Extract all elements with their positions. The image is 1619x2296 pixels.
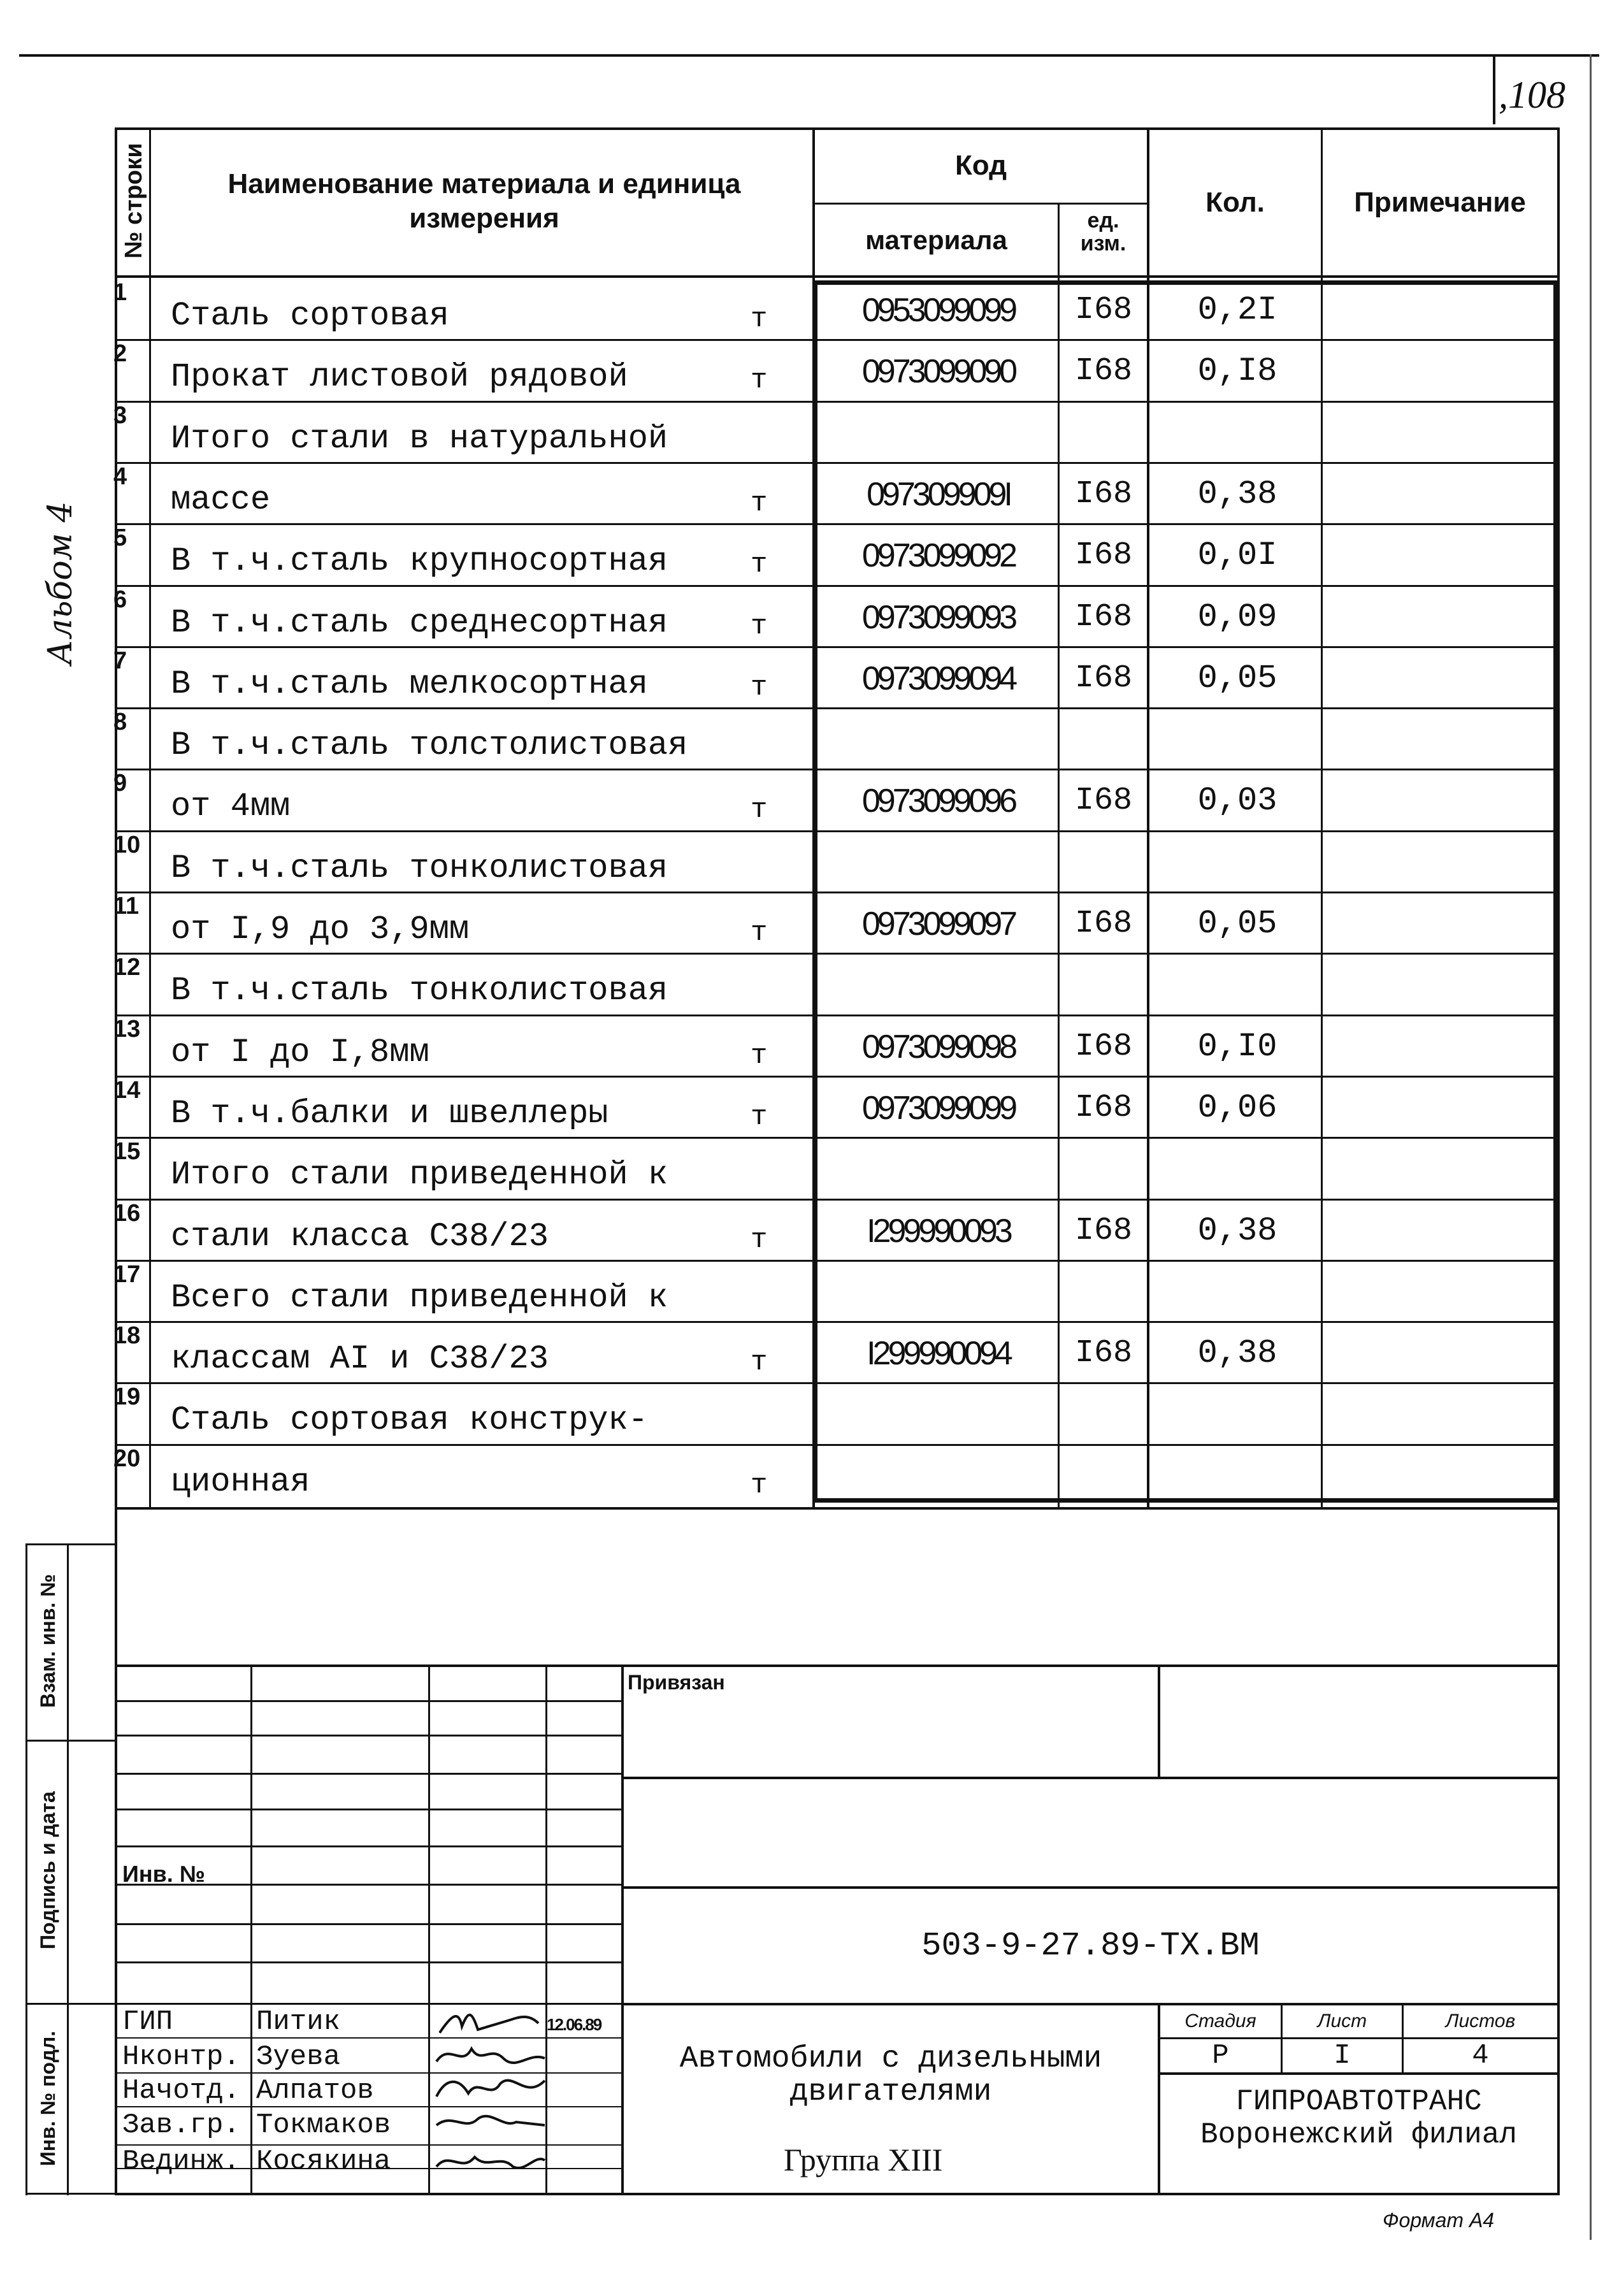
material-name-header-text: Наименование материала и единица измерения	[227, 168, 741, 234]
row-number: 12	[113, 954, 141, 981]
staff-role: Зав.гр.	[122, 2109, 240, 2141]
unit-of-measure: т	[751, 1101, 768, 1133]
row-number: 19	[113, 1383, 141, 1410]
material-code	[819, 832, 1058, 893]
material-code	[819, 1138, 1058, 1200]
material-name: Всего стали приведенной к	[171, 1279, 668, 1317]
material-code: 0973099099	[861, 1089, 1015, 1127]
row-number: 6	[113, 586, 127, 613]
material-name: массе	[171, 481, 271, 519]
unit-of-measure: т	[751, 303, 768, 335]
material-name: В т.ч.сталь мелкосортная	[171, 665, 648, 703]
material-code: 0973099090	[861, 352, 1015, 390]
material-name: ционная	[171, 1463, 310, 1501]
quantity: 0,2I	[1197, 291, 1277, 329]
material-name: от 4мм	[171, 788, 291, 825]
table-row	[0, 1077, 1619, 1139]
material-code	[819, 954, 1058, 1016]
row-number: 1	[113, 279, 127, 306]
unit-of-measure: т	[751, 672, 768, 704]
stage-label: Стадия	[1184, 2011, 1256, 2032]
row-number: 18	[113, 1322, 141, 1349]
material-code	[819, 1383, 1058, 1445]
table-row	[0, 340, 1619, 402]
signature-nkontr	[433, 2039, 548, 2074]
table-row	[0, 1445, 1619, 1507]
organization-line2: Воронежский филиал	[1200, 2118, 1517, 2151]
group-label: Группа XIII	[784, 2142, 943, 2177]
material-code: 097309909I	[867, 475, 1010, 513]
row-number: 7	[113, 647, 127, 674]
material-name: Сталь сортовая	[171, 297, 449, 335]
quantity: 0,03	[1197, 782, 1277, 819]
unit-code	[1059, 1261, 1148, 1323]
organization-line1: ГИПРОАВТОТРАНС	[1235, 2085, 1482, 2118]
material-name: В т.ч.балки и швеллеры	[171, 1095, 608, 1132]
sheet-label: Лист	[1317, 2011, 1367, 2032]
drawing-title-line1: Автомобили с дизельными	[679, 2042, 1102, 2076]
quantity: 0,38	[1197, 1334, 1277, 1372]
signature-vedinzh	[433, 2148, 548, 2176]
page-number-divider	[1493, 54, 1495, 124]
material-code	[819, 1261, 1058, 1323]
unit-code	[1059, 1383, 1148, 1445]
table-row	[0, 954, 1619, 1016]
unit-code: I68	[1074, 1090, 1132, 1126]
unit-of-measure: т	[751, 610, 768, 642]
quantity: 0,05	[1197, 905, 1277, 942]
unit-of-measure: т	[751, 365, 768, 396]
page-number: ,108	[1499, 74, 1565, 116]
attached-label: Привязан	[628, 1671, 725, 1694]
material-name: В т.ч.сталь толстолистовая	[171, 726, 688, 764]
material-code: 0973099096	[861, 782, 1015, 819]
unit-code: I68	[1074, 476, 1132, 512]
quantity: 0,I8	[1197, 352, 1277, 390]
replace-inventory-label: Взам. инв. №	[36, 1574, 59, 1708]
table-row	[0, 1200, 1619, 1262]
unit-code	[1059, 1445, 1148, 1507]
unit-of-measure: т	[751, 1224, 768, 1256]
organization	[1160, 2085, 1557, 2151]
quantity: 0,09	[1197, 598, 1277, 636]
unit-code: I68	[1074, 599, 1132, 635]
quantity	[1151, 1383, 1323, 1445]
material-name: Итого стали приведенной к	[171, 1156, 668, 1194]
staff-name: Алпатов	[256, 2075, 374, 2107]
staff-role: Вединж.	[122, 2146, 240, 2177]
format-label: Формат А4	[1383, 2209, 1495, 2232]
table-row	[0, 1383, 1619, 1445]
quantity: 0,06	[1197, 1089, 1277, 1127]
row-number: 20	[113, 1445, 141, 1472]
material-code: I299990094	[867, 1334, 1010, 1372]
unit-code	[1059, 402, 1148, 464]
quantity	[1151, 1138, 1323, 1200]
unit-of-measure: т	[751, 917, 768, 949]
material-code: 0973099098	[861, 1028, 1015, 1065]
row-number: 3	[113, 402, 127, 429]
material-code	[819, 709, 1058, 770]
drawing-title	[624, 2042, 1158, 2109]
quantity	[1151, 832, 1323, 893]
unit-code	[1059, 1138, 1148, 1200]
album-label: Альбом 4	[41, 501, 80, 665]
table-row	[0, 709, 1619, 770]
stage-value: Р	[1212, 2040, 1229, 2072]
unit-of-measure: т	[751, 1469, 768, 1501]
material-name: от I до I,8мм	[171, 1034, 429, 1071]
row-number: 13	[113, 1016, 141, 1043]
staff-role: Нконтр.	[122, 2041, 240, 2073]
material-code: 0973099092	[861, 537, 1015, 574]
unit-code: I68	[1074, 660, 1132, 697]
unit-code	[1059, 832, 1148, 893]
row-number: 4	[113, 463, 127, 490]
quantity: 0,38	[1197, 475, 1277, 513]
material-name: В т.ч.сталь тонколистовая	[171, 849, 668, 887]
code-header: Код	[954, 150, 1007, 181]
table-row	[0, 524, 1619, 586]
document-code: 503-9-27.89-ТХ.ВМ	[921, 1927, 1260, 1965]
material-name: В т.ч.сталь крупносортная	[171, 542, 668, 580]
unit-code: I68	[1074, 1335, 1132, 1371]
material-code: 0973099097	[861, 905, 1015, 942]
table-row	[0, 463, 1619, 525]
sheets-value: 4	[1472, 2040, 1489, 2072]
unit-code: I68	[1074, 537, 1132, 574]
material-name: классам AI и С38/23	[171, 1340, 549, 1378]
table-row	[0, 893, 1619, 955]
row-number: 15	[113, 1138, 141, 1165]
material-code	[819, 402, 1058, 464]
unit-header	[1060, 209, 1147, 255]
unit-code	[1059, 709, 1148, 770]
row-number: 8	[113, 709, 127, 735]
table-row	[0, 1138, 1619, 1200]
staff-name: Косякина	[256, 2146, 391, 2177]
row-number: 9	[113, 770, 127, 797]
row-number: 2	[113, 340, 127, 367]
signature-date-label: Подпись и дата	[36, 1791, 59, 1949]
drawing-title-line2: двигателями	[789, 2075, 992, 2109]
table-row	[0, 1261, 1619, 1323]
material-code: 0973099093	[861, 598, 1015, 636]
quantity	[1151, 1445, 1323, 1507]
sheets-label: Листов	[1445, 2011, 1516, 2032]
unit-code: I68	[1074, 1029, 1132, 1065]
material-name-header	[210, 167, 758, 236]
inventory-number-label: Инв. №	[122, 1861, 205, 1887]
material-code: 0953099099	[861, 291, 1015, 329]
table-row	[0, 402, 1619, 464]
unit-of-measure: т	[751, 794, 768, 826]
table-row	[0, 1016, 1619, 1078]
row-number: 17	[113, 1261, 141, 1288]
unit-code: I68	[1074, 906, 1132, 942]
signature-gip	[433, 2007, 542, 2039]
scan-edge	[1590, 54, 1592, 2240]
row-number: 5	[113, 524, 127, 551]
quantity: 0,38	[1197, 1212, 1277, 1250]
material-name: стали класса С38/23	[171, 1218, 549, 1255]
staff-role: Начотд.	[122, 2075, 240, 2107]
unit-code: I68	[1074, 292, 1132, 328]
unit-code	[1059, 954, 1148, 1016]
table-row	[0, 832, 1619, 893]
table-row	[0, 647, 1619, 709]
quantity-header: Кол.	[1205, 187, 1265, 218]
unit-header-line2: изм.	[1080, 231, 1126, 256]
material-code: 0973099094	[861, 660, 1015, 697]
material-name: В т.ч.сталь тонколистовая	[171, 972, 668, 1009]
row-number: 10	[113, 832, 141, 858]
top-rule	[19, 54, 1599, 57]
quantity	[1151, 402, 1323, 464]
quantity	[1151, 954, 1323, 1016]
material-name: от I,9 до 3,9мм	[171, 911, 470, 948]
material-code: I299990093	[867, 1212, 1010, 1250]
unit-code: I68	[1074, 1213, 1132, 1249]
material-code	[819, 1445, 1058, 1507]
quantity: 0,05	[1197, 660, 1277, 697]
row-number: 16	[113, 1200, 141, 1227]
quantity: 0,0I	[1197, 537, 1277, 574]
row-number: 11	[113, 893, 140, 920]
table-row	[0, 1322, 1619, 1384]
unit-of-measure: т	[751, 549, 768, 581]
material-name: Итого стали в натуральной	[171, 420, 668, 458]
unit-of-measure: т	[751, 1347, 768, 1378]
original-inventory-label: Инв. № подл.	[36, 2030, 59, 2167]
table-row	[0, 770, 1619, 832]
material-code-header: материала	[865, 224, 1007, 255]
row-number: 14	[113, 1077, 141, 1104]
quantity	[1151, 709, 1323, 770]
material-name: В т.ч.сталь среднесортная	[171, 604, 668, 642]
sheet-value: I	[1334, 2040, 1351, 2072]
quantity: 0,I0	[1197, 1028, 1277, 1065]
note-header: Примечание	[1354, 187, 1526, 218]
unit-of-measure: т	[751, 487, 768, 519]
material-name: Сталь сортовая конструк-	[171, 1401, 648, 1439]
row-number-header: № строки	[120, 143, 147, 259]
unit-of-measure: т	[751, 1040, 768, 1072]
unit-code: I68	[1074, 783, 1132, 819]
quantity	[1151, 1261, 1323, 1323]
signature-zavgr	[433, 2106, 548, 2141]
staff-name: Токмаков	[256, 2109, 391, 2141]
material-name: Прокат листовой рядовой	[171, 358, 628, 396]
table-row	[0, 586, 1619, 648]
unit-code: I68	[1074, 353, 1132, 389]
unit-header-line1: ед.	[1087, 208, 1119, 233]
approval-date: 12.06.89	[547, 2015, 601, 2034]
staff-role: ГИП	[122, 2006, 173, 2038]
staff-name: Питик	[256, 2006, 341, 2038]
table-row	[0, 279, 1619, 341]
signature-nachotd	[433, 2071, 548, 2106]
staff-name: Зуева	[256, 2041, 341, 2073]
